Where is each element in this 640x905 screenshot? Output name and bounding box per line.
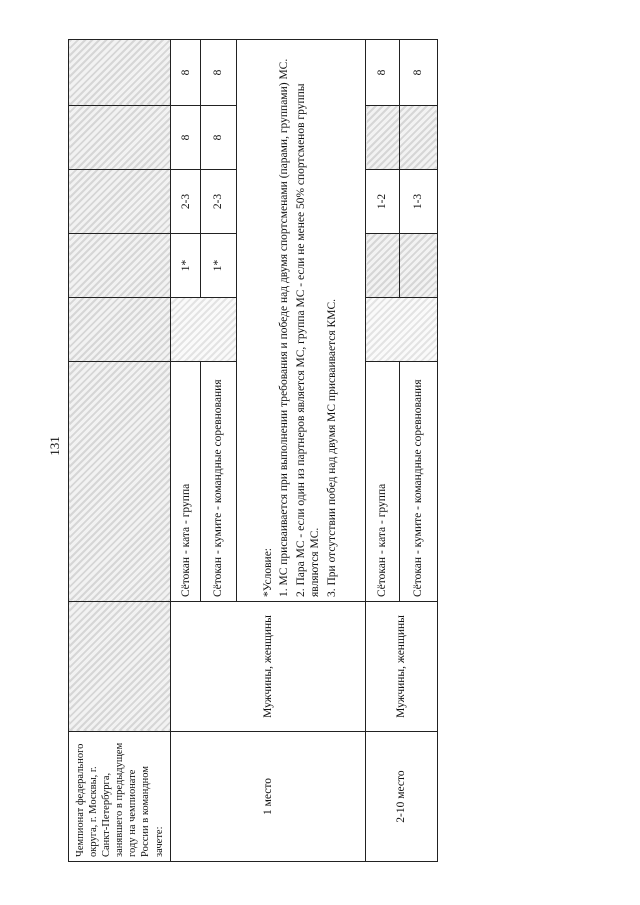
value-cell: 8 bbox=[399, 40, 437, 106]
value-cell: 1-3 bbox=[399, 170, 437, 234]
shaded-cell bbox=[366, 298, 438, 362]
shaded-cell bbox=[69, 362, 171, 602]
conditions-title: *Условие: bbox=[262, 548, 275, 597]
gender-cell: Мужчины, женщины bbox=[366, 602, 438, 732]
shaded-cell bbox=[69, 106, 171, 170]
condition-item: 2. Пара МС - если один из партнеров является МС, группа МС - если не менее 50% спортсменов группы являются МС. bbox=[294, 83, 322, 597]
shaded-cell bbox=[69, 40, 171, 106]
place-cell: 2-10 место bbox=[366, 732, 438, 862]
shaded-cell bbox=[399, 106, 437, 170]
page-number: 131 bbox=[47, 436, 62, 456]
condition-item: 1. МС присваивается при выполнении требования и победе над двумя спортсменами (парами, группами) МС. bbox=[278, 58, 291, 597]
discipline-cell: Сётокан - кумите - командные соревнования bbox=[399, 362, 437, 602]
shaded-cell bbox=[366, 106, 400, 170]
discipline-cell: Сётокан - ката - группа bbox=[171, 362, 201, 602]
conditions-block bbox=[237, 40, 366, 602]
shaded-cell bbox=[69, 602, 171, 732]
value-cell: 8 bbox=[201, 106, 237, 170]
discipline-cell: Сётокан - кумите - командные соревнования bbox=[201, 362, 237, 602]
value-cell: 2-3 bbox=[201, 170, 237, 234]
value-cell: 2-3 bbox=[171, 170, 201, 234]
value-cell: 8 bbox=[171, 40, 201, 106]
rotated-table-sheet bbox=[68, 40, 438, 862]
discipline-cell: Сётокан - ката - группа bbox=[366, 362, 400, 602]
value-cell: 1-2 bbox=[366, 170, 400, 234]
shaded-cell bbox=[69, 298, 171, 362]
shaded-cell bbox=[399, 234, 437, 298]
value-cell: 8 bbox=[201, 40, 237, 106]
value-cell: 1* bbox=[171, 234, 201, 298]
shaded-cell bbox=[69, 170, 171, 234]
shaded-cell bbox=[69, 234, 171, 298]
championship-label: Чемпионат федерального округа, г. Москвы, г. Санкт-Петербурга, занявшего в предыдущем году на чемпионате России в командном зачете: bbox=[69, 732, 171, 862]
value-cell: 8 bbox=[171, 106, 201, 170]
qualification-table bbox=[68, 39, 438, 862]
condition-item: 3. При отсутствии побед над двумя МС присваивается КМС. bbox=[325, 299, 338, 597]
shaded-cell bbox=[171, 298, 237, 362]
place-cell: 1 место bbox=[171, 732, 366, 862]
value-cell: 1* bbox=[201, 234, 237, 298]
shaded-cell bbox=[366, 234, 400, 298]
value-cell: 8 bbox=[366, 40, 400, 106]
gender-cell: Мужчины, женщины bbox=[171, 602, 366, 732]
